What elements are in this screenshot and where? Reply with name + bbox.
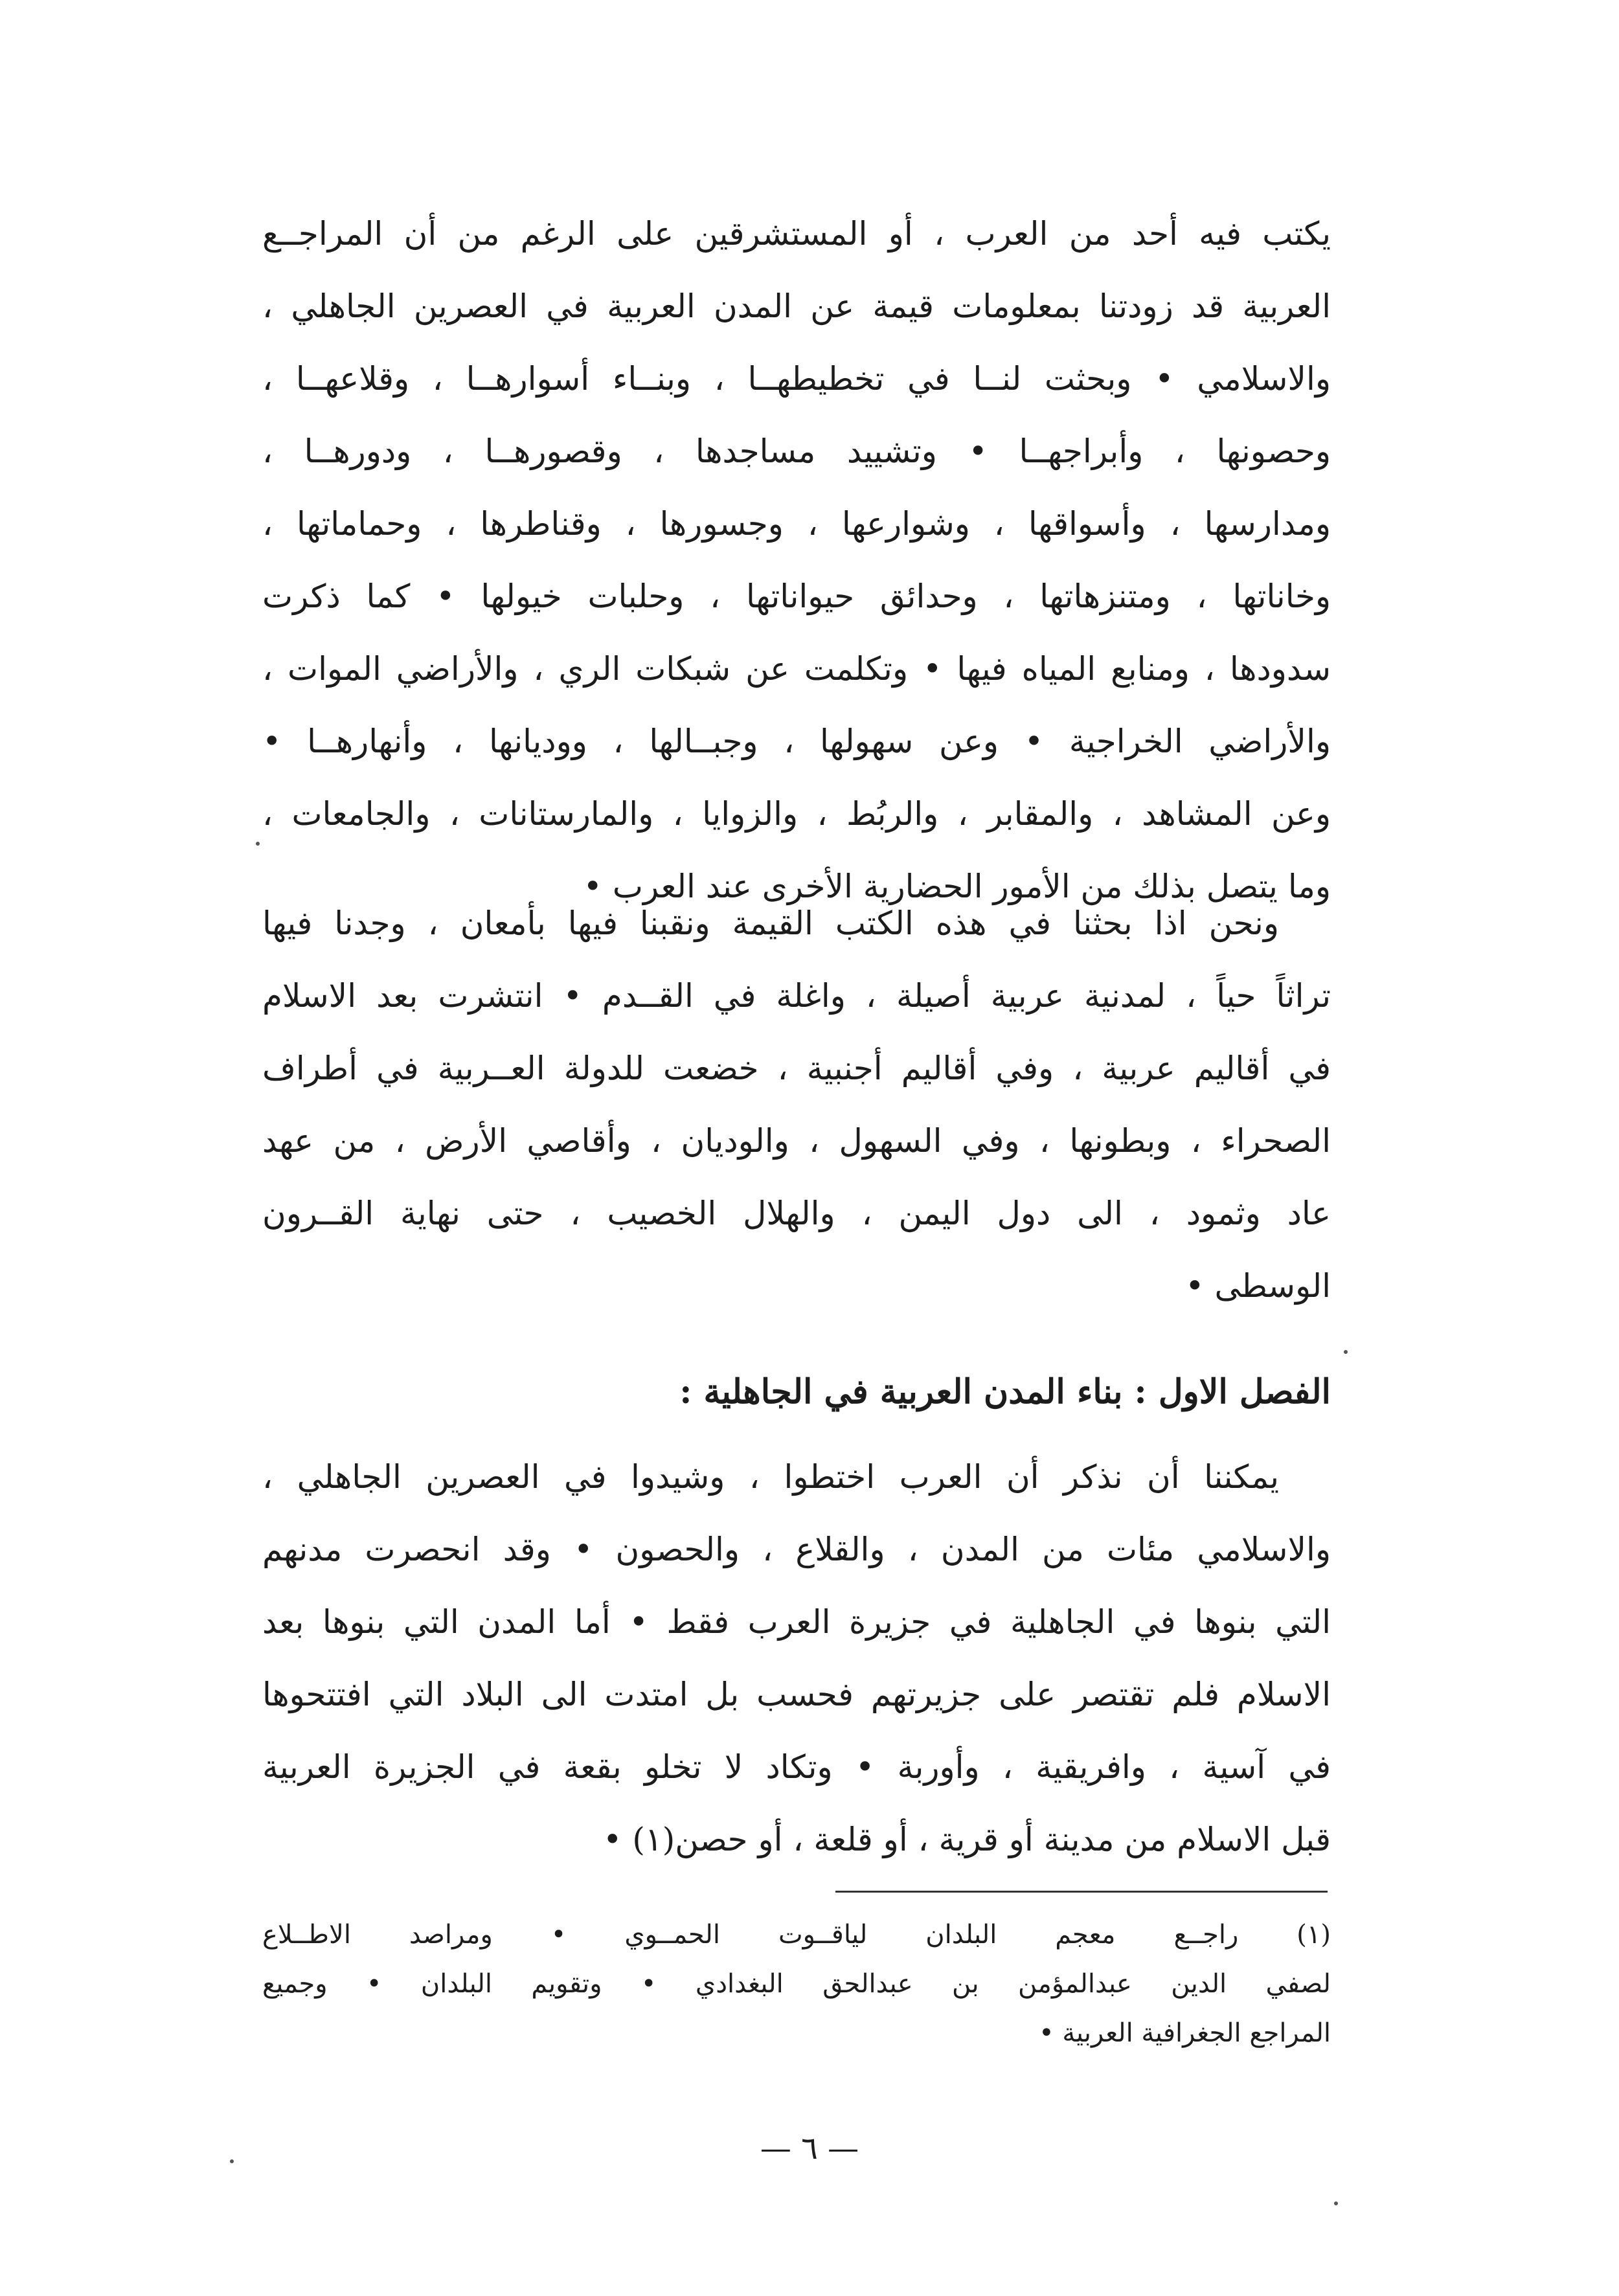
footnote-line: (١) راجــع معجم البلدان لياقــوت الحمــوي • ومراصد الاطــلاع <box>262 1920 1331 1950</box>
text-line: يكتب فيه أحد من العرب ، أو المستشرقين على الرغم من أن المراجــع <box>262 215 1331 253</box>
text-line: تراثاً حياً ، لمدنية عربية أصيلة ، واغلة في القــدم • انتشرت بعد الاسلام <box>262 977 1331 1015</box>
text-line: وما يتصل بذلك من الأمور الحضارية الأخرى عند العرب • <box>583 868 1331 905</box>
footnote-divider <box>835 1891 1328 1893</box>
text-line: وخاناتها ، ومتنزهاتها ، وحدائق حيواناتها ، وحلبات خيولها • كما ذكرت <box>262 578 1331 615</box>
paragraph-2 <box>262 887 1331 1322</box>
text-line: وحصونها ، وأبراجهــا • وتشييد مساجدها ، وقصورهــا ، ودورهــا ، <box>262 433 1331 470</box>
text-line: الصحراء ، وبطونها ، وفي السهول ، والوديان ، وأقاصي الأرض ، من عهد <box>262 1122 1331 1160</box>
chapter-heading: الفصل الاول : بناء المدن العربية في الجاهلية : <box>679 1372 1331 1412</box>
scan-speck <box>230 2159 234 2163</box>
text-line: الاسلام فلم تقتصر على جزيرتهم فحسب بل امتدت الى البلاد التي افتتحوها <box>262 1676 1331 1713</box>
text-line: الوسطى • <box>1185 1267 1331 1305</box>
text-line: قبل الاسلام من مدينة أو قرية ، أو قلعة ، أو حصن(١) • <box>602 1821 1331 1858</box>
text-line: في أقاليم عربية ، وفي أقاليم أجنبية ، خضعت للدولة العــربية في أطراف <box>262 1050 1331 1087</box>
page-number: — ٦ — <box>760 2130 859 2167</box>
paragraph-1 <box>262 197 1331 923</box>
text-line: في آسية ، وافريقية ، وأوربة • وتكاد لا تخلو بقعة في الجزيرة العربية <box>262 1748 1331 1786</box>
text-line: سدودها ، ومنابع المياه فيها • وتكلمت عن شبكات الري ، والأراضي الموات ، <box>262 650 1331 688</box>
text-line: العربية قد زودتنا بمعلومات قيمة عن المدن العربية في العصرين الجاهلي ، <box>262 287 1331 325</box>
scan-speck <box>1334 2201 1338 2205</box>
text-line: عاد وثمود ، الى دول اليمن ، والهلال الخصيب ، حتى نهاية القــرون <box>262 1195 1331 1232</box>
text-line: والاسلامي • وبحثت لنــا في تخطيطهــا ، وبنــاء أسوارهــا ، وقلاعهــا ، <box>262 360 1331 398</box>
text-line: والأراضي الخراجية • وعن سهولها ، وجبــالها ، ووديانها ، وأنهارهــا • <box>262 723 1331 760</box>
text-line: يمكننا أن نذكر أن العرب اختطوا ، وشيدوا في العصرين الجاهلي ، <box>262 1458 1279 1496</box>
paragraph-3 <box>262 1441 1331 1876</box>
text-line: التي بنوها في الجاهلية في جزيرة العرب فقط • أما المدن التي بنوها بعد <box>262 1603 1331 1641</box>
footnote-line: لصفي الدين عبدالمؤمن بن عبدالحق البغدادي • وتقويم البلدان • وجميع <box>262 1969 1331 1999</box>
scan-speck <box>1344 1350 1348 1354</box>
text-line: والاسلامي مئات من المدن ، والقلاع ، والحصون • وقد انحصرت مدنهم <box>262 1531 1331 1568</box>
footnote <box>262 1910 1331 2058</box>
footnote-line: المراجع الجغرافية العربية • <box>1039 2018 1331 2048</box>
text-line: ونحن اذا بحثنا في هذه الكتب القيمة ونقبنا فيها بأمعان ، وجدنا فيها <box>262 905 1279 942</box>
text-line: ومدارسها ، وأسواقها ، وشوارعها ، وجسورها ، وقناطرها ، وحماماتها ، <box>262 505 1331 543</box>
text-line: وعن المشاهد ، والمقابر ، والربُط ، والزوايا ، والمارستانات ، والجامعات ، <box>262 795 1331 833</box>
scan-speck <box>256 842 260 846</box>
